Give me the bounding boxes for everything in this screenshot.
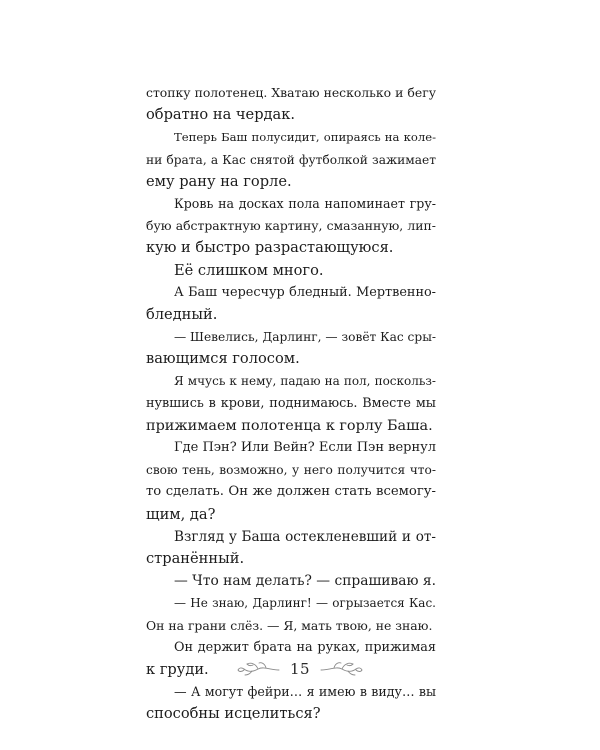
text-line: ему рану на горле. [146, 172, 292, 190]
text-line: А Баш чересчур бледный. Мертвенно- [174, 284, 436, 300]
text-line: Он на грани слёз. — Я, мать твою, не знаю. [146, 617, 433, 633]
text-line: Я мчусь к нему, падаю на пол, поскольз- [174, 374, 436, 389]
text-line: — Не знаю, Дарлинг! — огрызается Кас. [174, 596, 436, 611]
text-line: Он держит брата на руках, прижимая [174, 639, 436, 655]
text-line: — Шевелись, Дарлинг, — зовёт Кас сры- [174, 330, 437, 345]
text-line: щим, да? [146, 505, 216, 523]
text-line: стопку полотенец. Хватаю несколько и бегу [146, 85, 436, 100]
page-footer [0, 654, 600, 684]
text-line: нувшись в крови, поднимаюсь. Вместе мы [146, 395, 436, 411]
text-line: прижимаем полотенца к горлу Баша. [146, 417, 433, 434]
text-line: странённый. [146, 549, 245, 567]
text-line: бледный. [146, 305, 218, 323]
text-line: Взгляд у Баша остекленевший и от- [174, 528, 436, 545]
text-line: способны исцелиться? [146, 705, 321, 723]
text-line: Где Пэн? Или Вейн? Если Пэн вернул [174, 440, 437, 455]
text-line: то сделать. Он же должен стать всемогу- [146, 484, 436, 500]
text-line: к груди. [146, 660, 209, 678]
text-line: ни брата, а Кас снятой футболкой зажимает [146, 152, 436, 167]
text-line: вающимся голосом. [146, 350, 300, 368]
floral-ornament-left-icon [236, 660, 280, 678]
text-line: Её слишком много. [174, 261, 324, 279]
text-line: кую и быстро разрастающуюся. [146, 239, 394, 257]
text-line: Теперь Баш полусидит, опираясь на коле- [174, 130, 436, 145]
text-line: обратно на чердак. [146, 106, 295, 124]
text-line: — Что нам делать? — спрашиваю я. [174, 573, 436, 590]
text-line: свою тень, возможно, у него получится что- [146, 463, 436, 478]
floral-ornament-right-icon [320, 660, 364, 678]
text-line: бую абстрактную картину, смазанную, лип- [146, 218, 436, 234]
text-line: Кровь на досках пола напоминает гру- [174, 195, 436, 211]
page-number: 15 [289, 660, 311, 678]
body-text [146, 82, 436, 725]
text-line: — А могут фейри… я имею в виду… вы [174, 684, 436, 700]
